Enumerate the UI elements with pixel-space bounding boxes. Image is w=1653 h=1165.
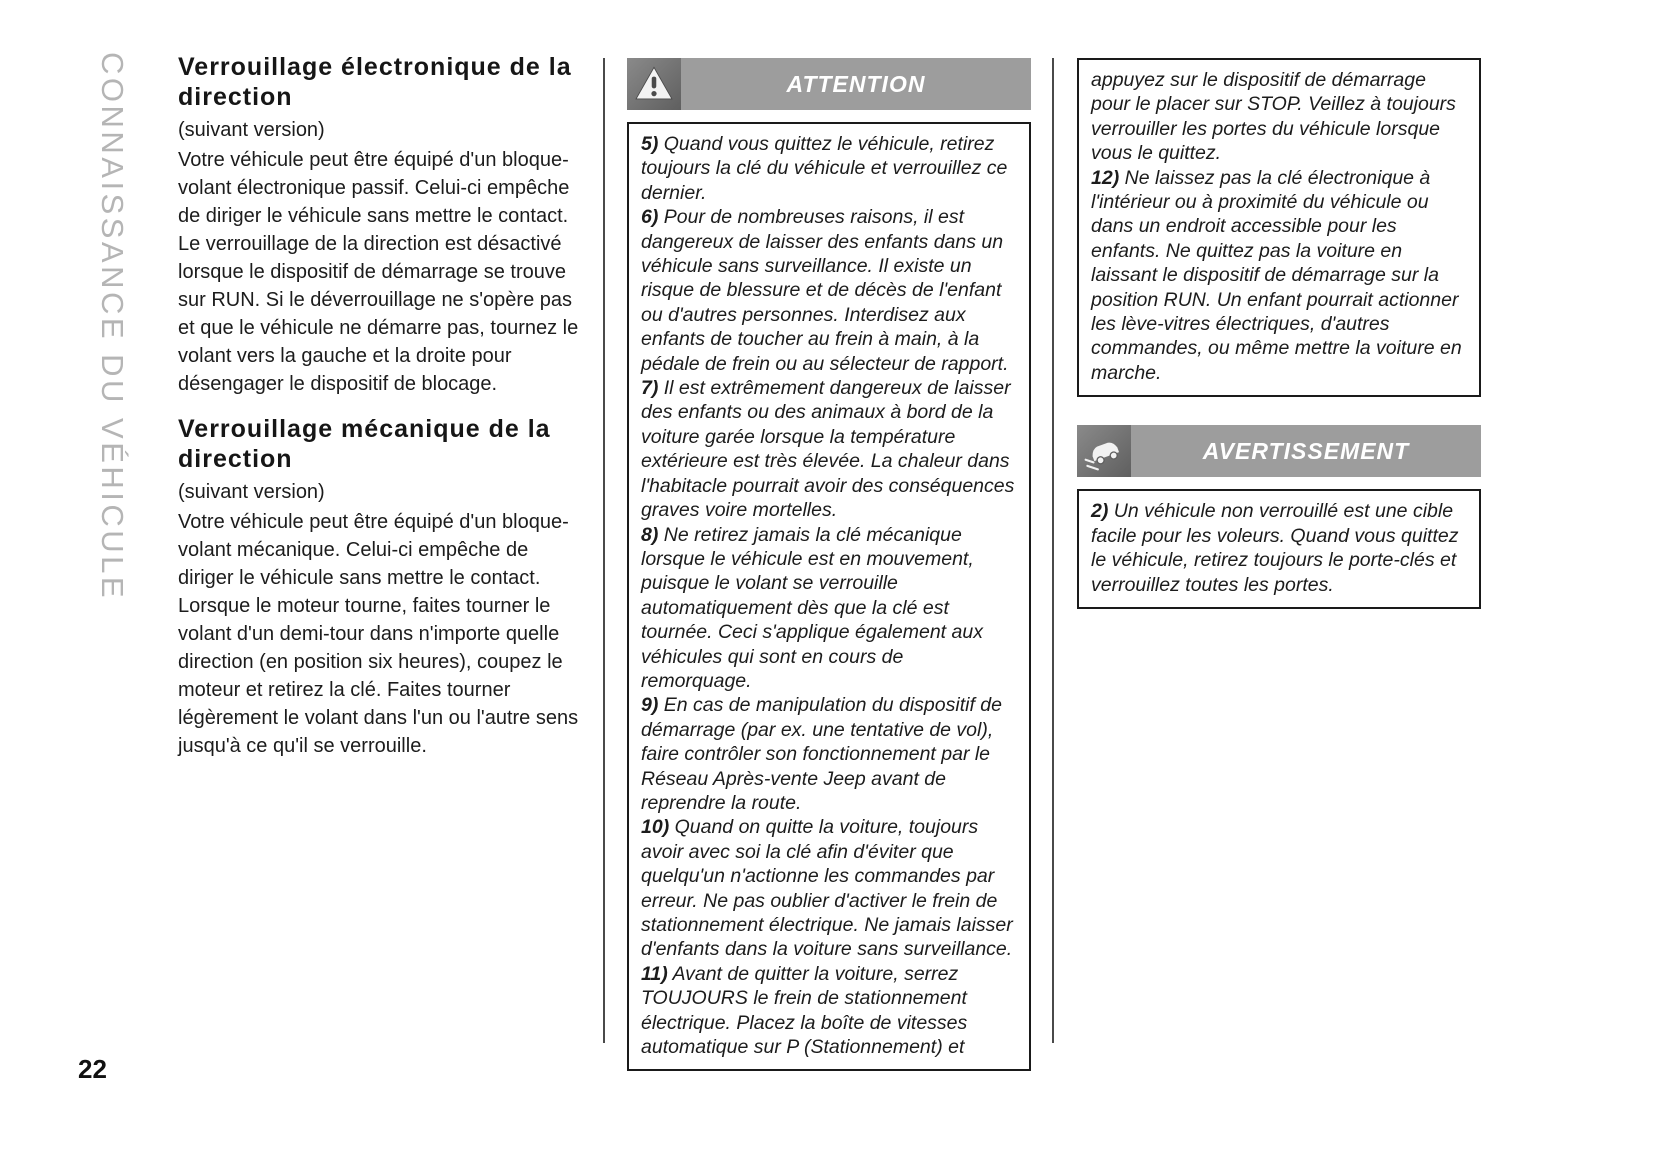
page-number: 22 — [78, 1054, 107, 1084]
item-number: 2) — [1091, 500, 1109, 523]
item-number: 6) — [641, 206, 659, 229]
attention-item — [641, 132, 1017, 205]
section-electronic-lock — [178, 52, 581, 398]
column-middle — [627, 52, 1031, 1071]
avertissement-item — [1091, 499, 1467, 597]
car-warning-icon — [1077, 425, 1131, 477]
attention-item — [641, 693, 1017, 815]
item-number: 9) — [641, 694, 659, 717]
section-body: Votre véhicule peut être équipé d'un bloque-volant mécanique. Celui-ci empêche de diriger le véhicule sans mettre le contact. Lorsque le moteur tourne, faites tourner le volant d'un demi-tour dans n'importe quelle direction (en position six heures), coupez le moteur et retirez la clé. Faites tourner légèrement le volant dans l'un ou l'autre sens jusqu'à ce qu'il se verrouille. — [178, 511, 579, 757]
item-text: Pour de nombreuses raisons, il est dangereux de laisser des enfants dans un véhicule sans surveillance. Il existe un risque de blessure et de décès de l'enfant ou d'autres personnes. Interdisez aux enfants de toucher au frein à main, à la pédale de frein ou au sélecteur de rapport. — [641, 206, 1009, 375]
item-number: 11) — [641, 962, 668, 985]
column-left — [178, 52, 581, 760]
item-text: Un véhicule non verrouillé est une cible facile pour les voleurs. Quand vous quittez le véhicule, retirez toujours le porte-clés et verrouillez toutes les portes. — [1091, 500, 1459, 596]
item-number: 10) — [641, 816, 670, 839]
section-subheading: (suivant version) — [178, 481, 325, 503]
section-body: Votre véhicule peut être équipé d'un bloque-volant électronique passif. Celui-ci empêche de diriger le véhicule sans mettre le contact. Le verrouillage de la direction est désactivé lorsque le dispositif de démarrage se trouve sur RUN. Si le déverrouillage ne s'opère pas et que le véhicule ne démarre pas, tournez le volant vers la gauche et la droite pour désengager le dispositif de blocage. — [178, 149, 579, 395]
item-text: Quand vous quittez le véhicule, retirez toujours la clé du véhicule et verrouillez ce dernier. — [641, 133, 1008, 204]
avertissement-box — [1077, 489, 1481, 609]
item-text: Il est extrêmement dangereux de laisser des enfants ou des animaux à bord de la voiture garée lorsque la température extérieure est très élevée. La chaleur dans l'habitacle pourrait avoir des conséquences graves voire mortelles. — [641, 377, 1015, 522]
section-heading: Verrouillage mécanique de la direction — [178, 415, 551, 473]
section-mechanical-lock — [178, 414, 581, 760]
item-text: Quand on quitte la voiture, toujours avoir avec soi la clé afin d'éviter que quelqu'un n'actionne les commandes par erreur. Ne pas oublier d'activer le frein de stationnement électrique. Ne jamais laisser d'enfants dans la voiture sans surveillance. — [641, 816, 1013, 961]
section-heading: Verrouillage électronique de la direction — [178, 53, 572, 111]
attention-header — [627, 58, 1031, 110]
attention-item — [641, 205, 1017, 376]
attention-item — [1091, 166, 1467, 386]
chapter-sidebar-label: CONNAISSANCE DU VÉHICULE — [95, 52, 130, 602]
attention-box — [627, 122, 1031, 1071]
attention-item — [641, 523, 1017, 694]
column-right — [1077, 52, 1481, 609]
avertissement-title: AVERTISSEMENT — [1131, 425, 1481, 477]
item-text: Avant de quitter la voiture, serrez TOUJOURS le frein de stationnement électrique. Placez la boîte de vitesses automatique sur P (Stationnement) et — [641, 962, 968, 1059]
attention-item — [641, 376, 1017, 522]
avertissement-header — [1077, 425, 1481, 477]
column-divider — [1052, 58, 1054, 1043]
item-number: 5) — [641, 133, 659, 155]
item-text: Ne laissez pas la clé électronique à l'intérieur ou à proximité du véhicule ou dans un endroit accessible pour les enfants. Ne quittez pas la voiture en laissant le dispositif de démarrage sur la position RUN. Un enfant pourrait actionner les lève-vitres électriques, d'autres commandes, ou même mettre la voiture en marche. — [1091, 166, 1462, 384]
attention-continuation: appuyez sur le dispositif de démarrage pour le placer sur STOP. Veillez à toujours verrouiller les portes du véhicule lorsque vous le quittez. — [1091, 69, 1456, 165]
attention-item — [641, 962, 1017, 1060]
attention-box-continued — [1077, 58, 1481, 397]
warning-triangle-icon — [627, 58, 681, 110]
item-number: 12) — [1091, 166, 1120, 189]
section-subheading: (suivant version) — [178, 119, 325, 141]
column-divider — [603, 58, 605, 1043]
attention-title: ATTENTION — [681, 58, 1031, 110]
item-number: 7) — [641, 377, 659, 400]
attention-item — [641, 815, 1017, 961]
item-number: 8) — [641, 523, 659, 546]
item-text: Ne retirez jamais la clé mécanique lorsque le véhicule est en mouvement, puisque le volant se verrouille automatiquement dès que la clé est tournée. Ceci s'applique également aux véhicules qui sont en cours de remorquage. — [641, 523, 983, 692]
item-text: En cas de manipulation du dispositif de démarrage (par ex. une tentative de vol), faire contrôler son fonctionnement par le Réseau Après-vente Jeep avant de reprendre la route. — [641, 694, 1002, 814]
